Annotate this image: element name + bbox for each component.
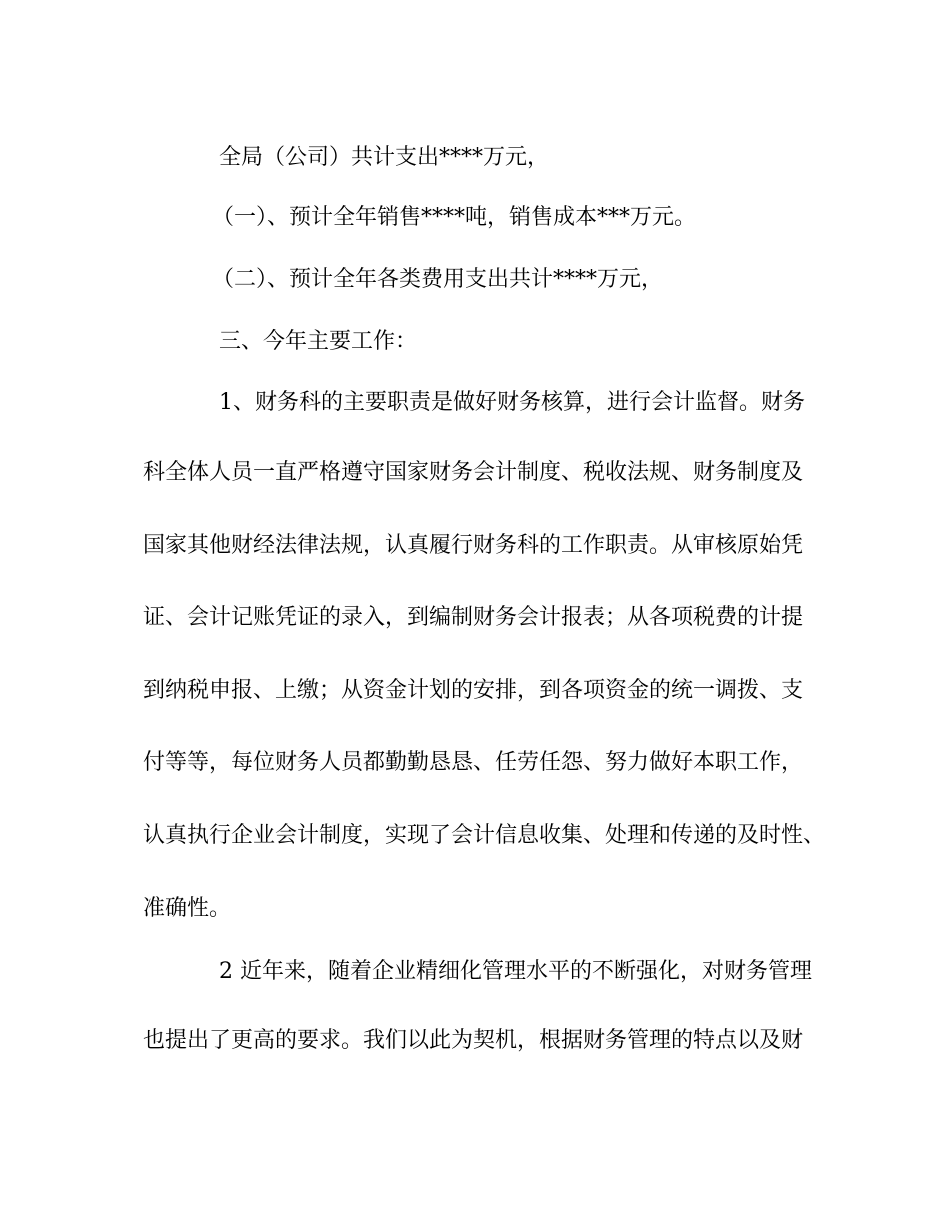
- paragraph-1-line-8: 准确性。: [143, 896, 232, 921]
- paragraph-1-line-3: 国家其他财经法律法规，认真履行财务科的工作职责。从审核原始凭: [143, 533, 804, 558]
- sales-forecast-line: （一）、预计全年销售****吨，销售成本***万元。: [212, 205, 697, 230]
- expense-forecast-line: （二）、预计全年各类费用支出共计****万元，: [212, 267, 664, 292]
- paragraph-1-line-7: 认真执行企业会计制度，实现了会计信息收集、处理和传递的及时性、: [143, 823, 826, 848]
- paragraph-1-line-2: 科全体人员一直严格遵守国家财务会计制度、税收法规、财务制度及: [143, 460, 804, 485]
- paragraph-2-line-1: 2 近年来，随着企业精细化管理水平的不断强化，对财务管理: [219, 959, 812, 984]
- total-expense-line: 全局（公司）共计支出****万元，: [219, 145, 550, 170]
- paragraph-1-line-6: 付等等，每位财务人员都勤勤恳恳、任劳任怨、努力做好本职工作，: [143, 750, 804, 775]
- paragraph-1-line-4: 证、会计记账凭证的录入，到编制财务会计报表；从各项税费的计提: [143, 605, 804, 630]
- paragraph-1-line-1: 1、财务科的主要职责是做好财务核算，进行会计监督。财务: [219, 390, 805, 415]
- paragraph-2-line-2: 也提出了更高的要求。我们以此为契机，根据财务管理的特点以及财: [143, 1028, 804, 1053]
- section-heading: 三、今年主要工作：: [219, 329, 418, 354]
- paragraph-1-line-5: 到纳税申报、上缴；从资金计划的安排，到各项资金的统一调拨、支: [143, 678, 804, 703]
